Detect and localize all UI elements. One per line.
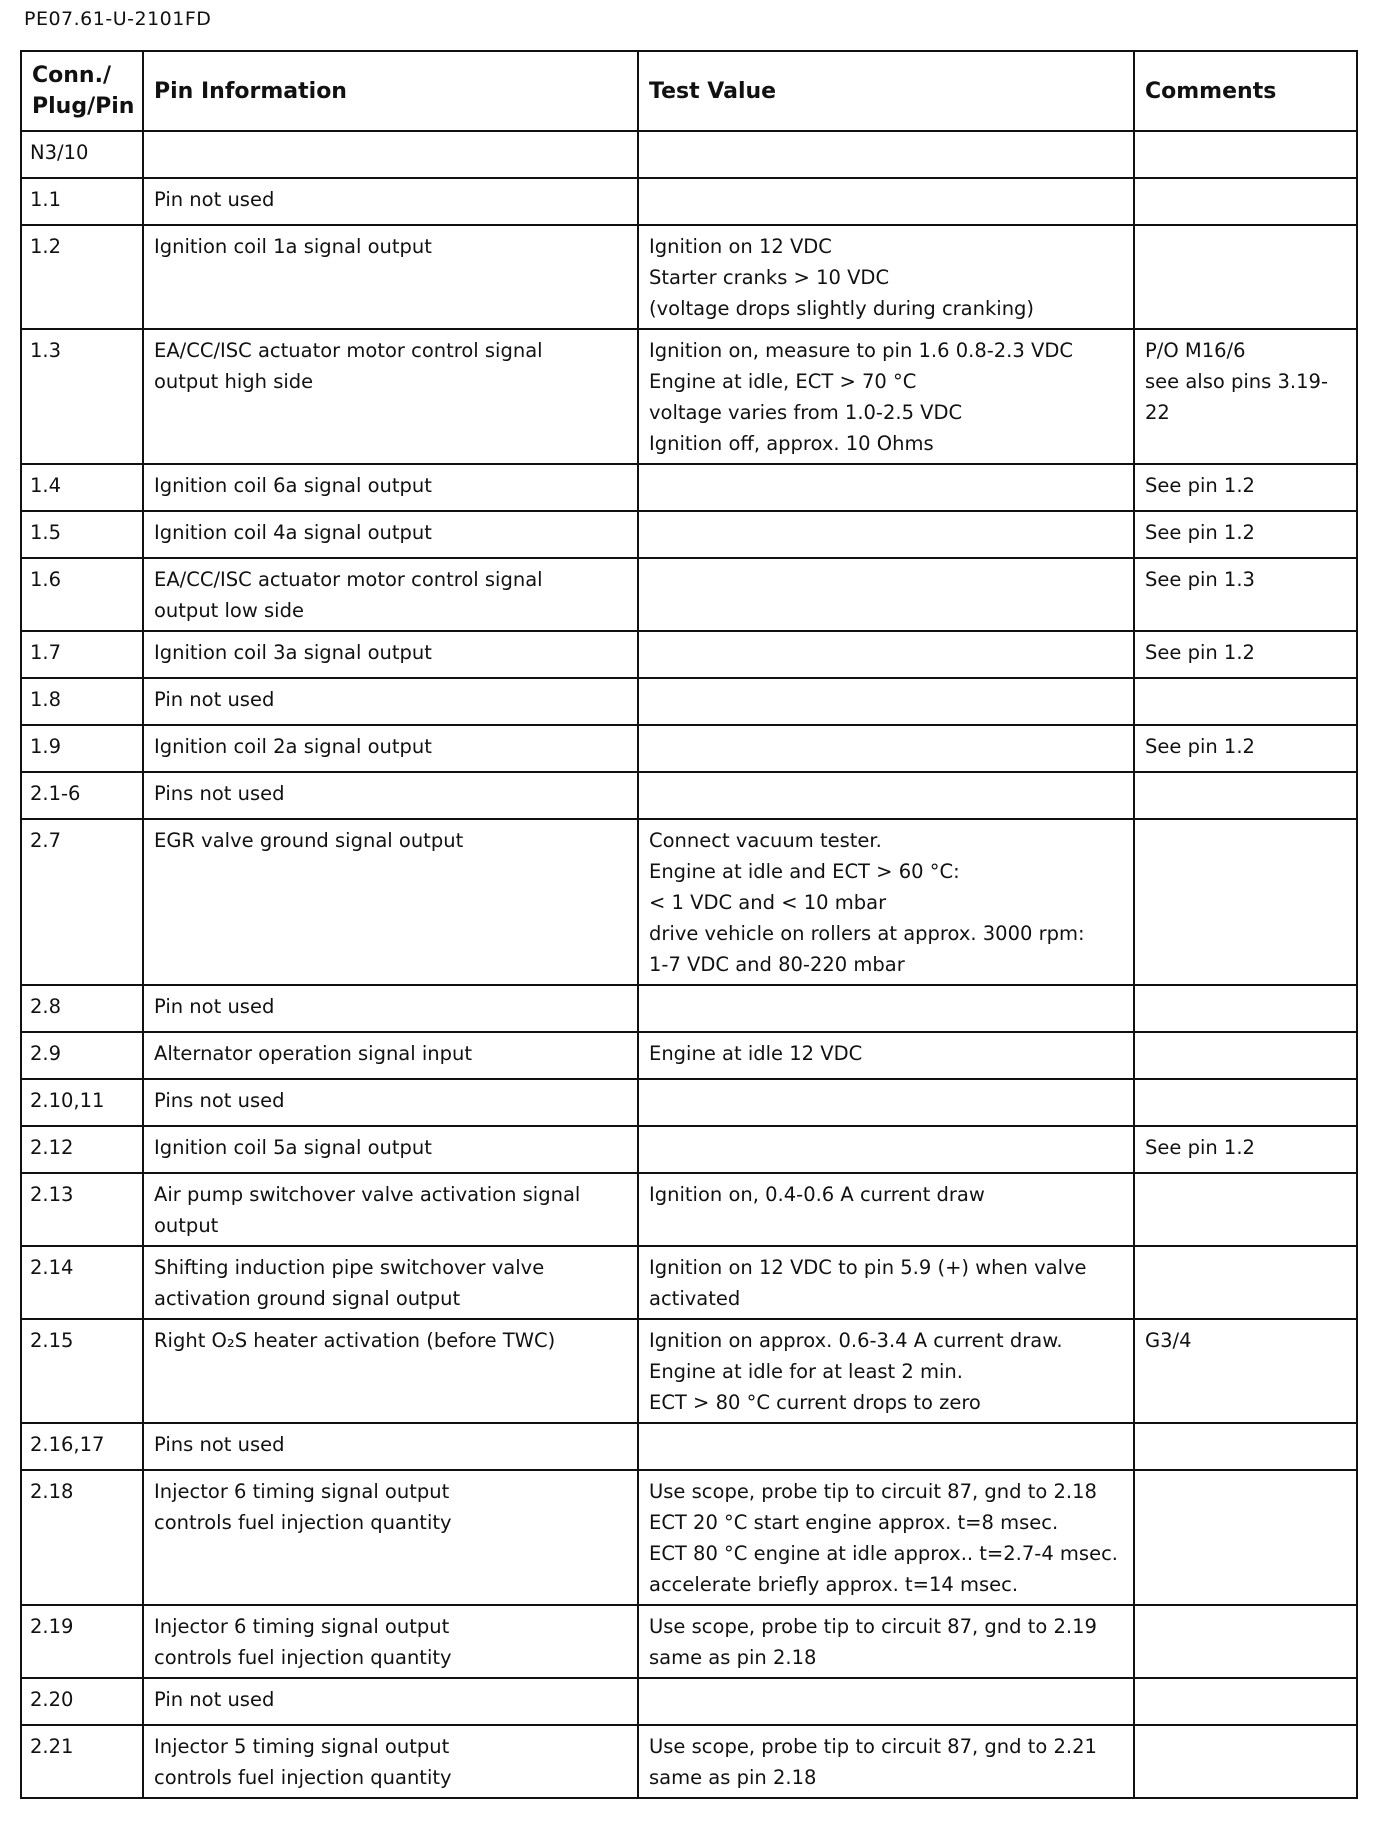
table-row (21, 1246, 1357, 1319)
comments-cell: See pin 1.2 (1134, 725, 1357, 772)
pin-cell: 2.21 (21, 1725, 143, 1798)
table-row (21, 772, 1357, 819)
pin-cell: 2.20 (21, 1678, 143, 1725)
pin-cell: 1.5 (21, 511, 143, 558)
test-value-cell: Ignition on approx. 0.6-3.4 A current draw. Engine at idle for at least 2 min. ECT > 80 °C current drops to zero (638, 1319, 1134, 1423)
test-value-cell (638, 511, 1134, 558)
comments-cell (1134, 1079, 1357, 1126)
pin-info-cell: Injector 6 timing signal output controls fuel injection quantity (143, 1605, 638, 1678)
table-row (21, 725, 1357, 772)
test-value-cell (638, 631, 1134, 678)
pin-cell: 2.7 (21, 819, 143, 985)
comments-cell (1134, 678, 1357, 725)
pin-cell: 2.10,11 (21, 1079, 143, 1126)
pin-cell: 1.3 (21, 329, 143, 464)
pin-info-cell: Alternator operation signal input (143, 1032, 638, 1079)
pin-cell: 1.9 (21, 725, 143, 772)
pin-cell: 1.4 (21, 464, 143, 511)
test-value-cell: Ignition on, measure to pin 1.6 0.8-2.3 VDC Engine at idle, ECT > 70 °C voltage varies from 1.0-2.5 VDC Ignition off, approx. 10 Ohms (638, 329, 1134, 464)
test-value-cell: Use scope, probe tip to circuit 87, gnd to 2.19 same as pin 2.18 (638, 1605, 1134, 1678)
table-row (21, 225, 1357, 329)
test-value-cell (638, 1126, 1134, 1173)
table-row (21, 511, 1357, 558)
table-row (21, 631, 1357, 678)
pin-info-cell: Injector 6 timing signal output controls fuel injection quantity (143, 1470, 638, 1605)
comments-cell (1134, 178, 1357, 225)
table-row (21, 985, 1357, 1032)
table-header-row (21, 51, 1357, 131)
test-value-cell (638, 178, 1134, 225)
test-value-cell (638, 985, 1134, 1032)
comments-cell (1134, 1246, 1357, 1319)
test-value-cell (638, 558, 1134, 631)
header-comments: Comments (1134, 51, 1357, 131)
table-row (21, 1725, 1357, 1798)
table-row (21, 558, 1357, 631)
header-pin-information: Pin Information (143, 51, 638, 131)
pin-cell: 2.13 (21, 1173, 143, 1246)
pin-info-cell: Pin not used (143, 178, 638, 225)
pin-cell: 2.1-6 (21, 772, 143, 819)
test-value-cell: Connect vacuum tester. Engine at idle and ECT > 60 °C: < 1 VDC and < 10 mbar drive vehicle on rollers at approx. 3000 rpm: 1-7 VDC and 80-220 mbar (638, 819, 1134, 985)
pin-cell: 2.19 (21, 1605, 143, 1678)
comments-cell (1134, 985, 1357, 1032)
table-row (21, 678, 1357, 725)
test-value-cell: Ignition on 12 VDC to pin 5.9 (+) when valve activated (638, 1246, 1134, 1319)
comments-cell (1134, 225, 1357, 329)
table-row (21, 464, 1357, 511)
pin-info-cell: Ignition coil 6a signal output (143, 464, 638, 511)
pin-cell: 2.15 (21, 1319, 143, 1423)
pin-info-cell: Right O₂S heater activation (before TWC) (143, 1319, 638, 1423)
pin-info-cell: Pins not used (143, 1423, 638, 1470)
pin-info-cell: Ignition coil 5a signal output (143, 1126, 638, 1173)
pin-info-cell: Ignition coil 3a signal output (143, 631, 638, 678)
pin-cell: 2.18 (21, 1470, 143, 1605)
test-value-cell: Use scope, probe tip to circuit 87, gnd to 2.21 same as pin 2.18 (638, 1725, 1134, 1798)
table-row (21, 131, 1357, 178)
comments-cell (1134, 1423, 1357, 1470)
test-value-cell: Ignition on, 0.4-0.6 A current draw (638, 1173, 1134, 1246)
pin-info-cell: Ignition coil 1a signal output (143, 225, 638, 329)
comments-cell (1134, 772, 1357, 819)
test-value-cell (638, 678, 1134, 725)
table-row (21, 1319, 1357, 1423)
table-row (21, 1032, 1357, 1079)
table-row (21, 819, 1357, 985)
test-value-cell (638, 725, 1134, 772)
pin-cell: 2.14 (21, 1246, 143, 1319)
table-row (21, 1678, 1357, 1725)
header-conn-plug-pin: Conn./ Plug/Pin (21, 51, 143, 131)
pin-info-cell: Pin not used (143, 985, 638, 1032)
table-row (21, 178, 1357, 225)
pin-info-cell: EA/CC/ISC actuator motor control signal output high side (143, 329, 638, 464)
pin-cell: 2.9 (21, 1032, 143, 1079)
comments-cell (1134, 1173, 1357, 1246)
test-value-cell (638, 131, 1134, 178)
pin-info-cell: Ignition coil 4a signal output (143, 511, 638, 558)
comments-cell: P/O M16/6 see also pins 3.19-22 (1134, 329, 1357, 464)
test-value-cell: Ignition on 12 VDC Starter cranks > 10 VDC (voltage drops slightly during cranking) (638, 225, 1134, 329)
comments-cell (1134, 1605, 1357, 1678)
pin-info-cell: Injector 5 timing signal output controls fuel injection quantity (143, 1725, 638, 1798)
pin-info-cell: EGR valve ground signal output (143, 819, 638, 985)
pin-info-cell: Air pump switchover valve activation signal output (143, 1173, 638, 1246)
comments-cell (1134, 1470, 1357, 1605)
pin-cell: 2.8 (21, 985, 143, 1032)
document-id: PE07.61-U-2101FD (24, 8, 212, 30)
table-row (21, 1079, 1357, 1126)
comments-cell: See pin 1.2 (1134, 464, 1357, 511)
comments-cell: See pin 1.2 (1134, 511, 1357, 558)
table-row (21, 329, 1357, 464)
comments-cell (1134, 819, 1357, 985)
pin-cell: 2.12 (21, 1126, 143, 1173)
pin-info-cell: Pins not used (143, 1079, 638, 1126)
pin-info-cell: Pin not used (143, 1678, 638, 1725)
pin-cell: 1.2 (21, 225, 143, 329)
pin-cell: 1.8 (21, 678, 143, 725)
comments-cell: See pin 1.3 (1134, 558, 1357, 631)
table-row (21, 1126, 1357, 1173)
pin-info-cell (143, 131, 638, 178)
pin-info-cell: Pin not used (143, 678, 638, 725)
pin-info-cell: Ignition coil 2a signal output (143, 725, 638, 772)
header-test-value: Test Value (638, 51, 1134, 131)
test-value-cell: Engine at idle 12 VDC (638, 1032, 1134, 1079)
table-row (21, 1173, 1357, 1246)
table-row (21, 1423, 1357, 1470)
test-value-cell (638, 772, 1134, 819)
comments-cell (1134, 1032, 1357, 1079)
comments-cell (1134, 1725, 1357, 1798)
comments-cell (1134, 131, 1357, 178)
comments-cell: See pin 1.2 (1134, 1126, 1357, 1173)
test-value-cell (638, 464, 1134, 511)
pin-information-table (20, 50, 1358, 1799)
pin-cell: 1.1 (21, 178, 143, 225)
comments-cell: G3/4 (1134, 1319, 1357, 1423)
test-value-cell (638, 1678, 1134, 1725)
comments-cell (1134, 1678, 1357, 1725)
pin-info-cell: Pins not used (143, 772, 638, 819)
pin-info-cell: EA/CC/ISC actuator motor control signal output low side (143, 558, 638, 631)
pin-cell: 1.7 (21, 631, 143, 678)
pin-cell: 2.16,17 (21, 1423, 143, 1470)
table-row (21, 1605, 1357, 1678)
test-value-cell (638, 1423, 1134, 1470)
pin-info-cell: Shifting induction pipe switchover valve activation ground signal output (143, 1246, 638, 1319)
comments-cell: See pin 1.2 (1134, 631, 1357, 678)
pin-cell: 1.6 (21, 558, 143, 631)
test-value-cell (638, 1079, 1134, 1126)
table-row (21, 1470, 1357, 1605)
test-value-cell: Use scope, probe tip to circuit 87, gnd to 2.18 ECT 20 °C start engine approx. t=8 msec. ECT 80 °C engine at idle approx.. t=2.7-4 msec. accelerate briefly approx. t=14 msec. (638, 1470, 1134, 1605)
pin-cell: N3/10 (21, 131, 143, 178)
